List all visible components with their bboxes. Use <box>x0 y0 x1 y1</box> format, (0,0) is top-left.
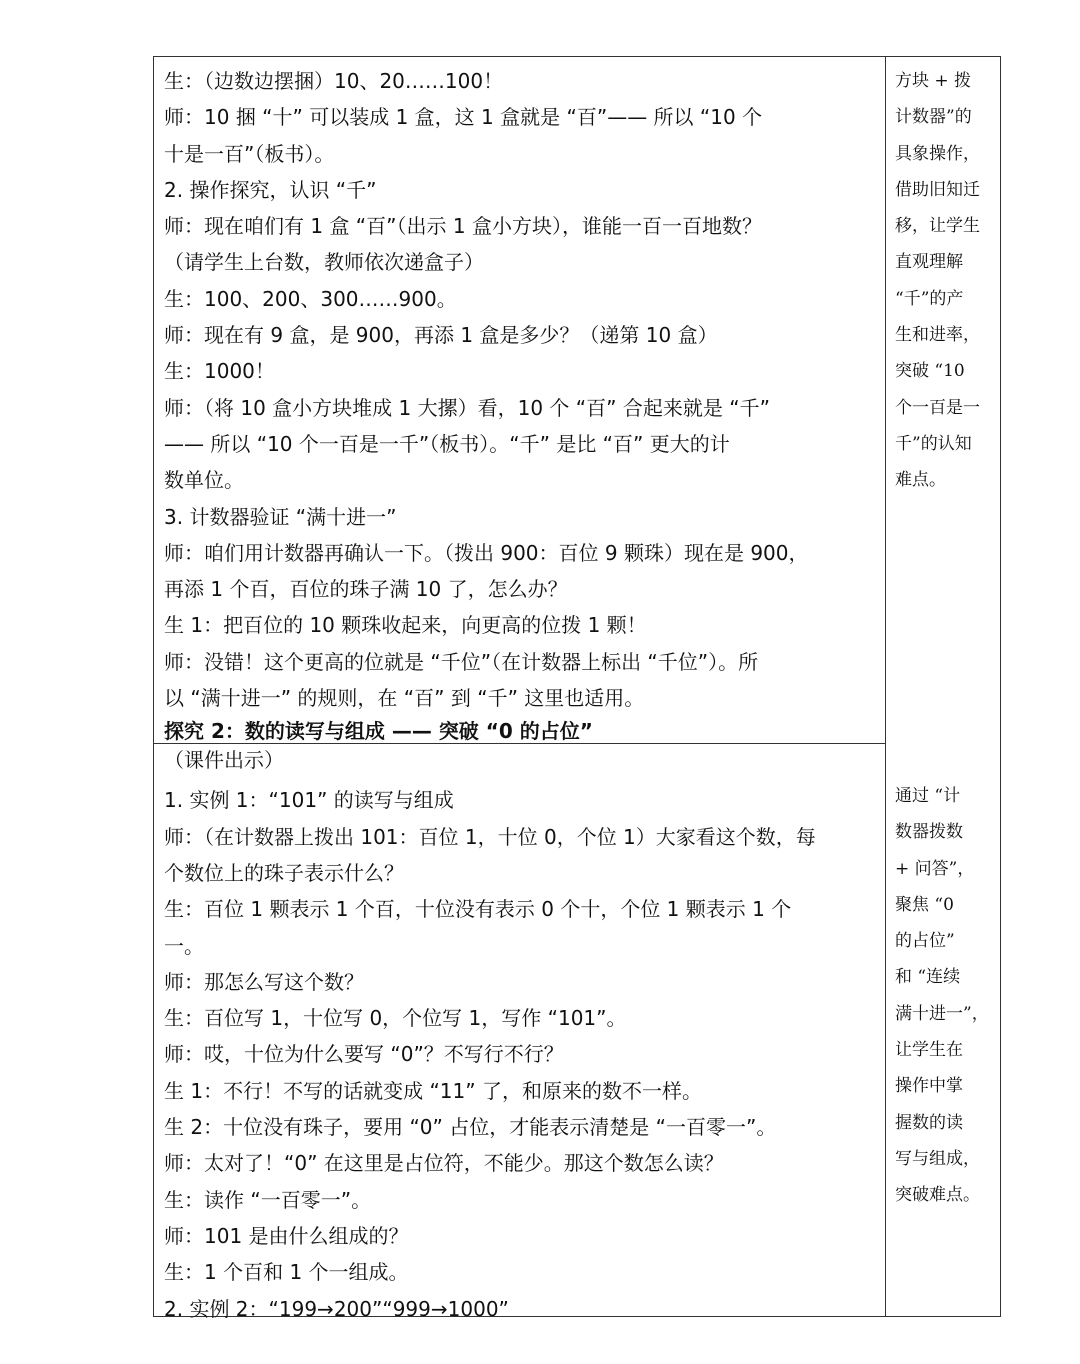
dialogue-line: 生：读作 “一百零一”。 <box>164 1187 372 1212</box>
dialogue-line: 生 1：不行！不写的话就变成 “11” 了，和原来的数不一样。 <box>164 1078 702 1103</box>
note-line: 握数的读 <box>895 1112 963 1133</box>
note-line: 生和进率， <box>895 325 980 346</box>
note-line: 移，让学生 <box>895 216 980 237</box>
note-line: 突破 “10 <box>895 361 965 382</box>
dialogue-line: 师：太对了！“0” 在这里是占位符，不能少。那这个数怎么读？ <box>164 1151 724 1176</box>
step-heading: 2. 实例 2：“199→200”“999→1000” <box>164 1296 509 1321</box>
dialogue-line: 一。 <box>164 933 204 958</box>
dialogue-line: 数单位。 <box>164 468 244 493</box>
dialogue-line: 师：（在计数器上拨出 101：百位 1，十位 0，个位 1）大家看这个数，每 <box>164 824 816 849</box>
note-line: 计数器”的 <box>895 107 972 128</box>
note-line: 个一百是一 <box>895 397 980 418</box>
dialogue-line: 师：101 是由什么组成的？ <box>164 1223 409 1248</box>
note-line: 让学生在 <box>895 1040 963 1061</box>
note-line: 方块 + 拨 <box>895 71 972 91</box>
design-note-1 <box>895 63 995 499</box>
column-divider <box>885 57 886 1316</box>
note-line: 聚焦 “0 <box>895 894 954 915</box>
section-subtitle: （课件出示） <box>164 748 284 773</box>
dialogue-line: 师：现在有 9 盒，是 900，再添 1 盒是多少？（递第 10 盒） <box>164 323 718 348</box>
dialogue-line: 师：哎，十位为什么要写 “0”？不写行不行？ <box>164 1042 564 1067</box>
note-line: 满十进一”， <box>895 1003 989 1024</box>
dialogue-line: 个数位上的珠子表示什么？ <box>164 860 404 885</box>
note-line: 借助旧知迁 <box>895 179 980 200</box>
dialogue-line: 师：现在咱们有 1 盒 “百”（出示 1 盒小方块），谁能一百一百地数？ <box>164 214 762 239</box>
note-line: 千”的认知 <box>895 433 972 454</box>
spacer <box>164 774 880 782</box>
dialogue-line: 十是一百”（板书）。 <box>164 141 335 166</box>
step-heading: 3. 计数器验证 “满十进一” <box>164 504 397 529</box>
note-line: 直观理解 <box>895 252 963 273</box>
dialogue-line: 生：1000！ <box>164 359 275 384</box>
note-line: 难点。 <box>895 470 946 491</box>
section-heading: 探究 2：数的读写与组成 —— 突破 “0 的占位” <box>164 719 593 744</box>
dialogue-line: （请学生上台数，教师依次递盒子） <box>164 250 484 275</box>
dialogue-line: 生 1：把百位的 10 颗珠收起来，向更高的位拨 1 颗！ <box>164 613 647 638</box>
step-heading: 1. 实例 1：“101” 的读写与组成 <box>164 788 454 813</box>
note-line: “千”的产 <box>895 288 964 309</box>
lesson-table <box>153 56 1001 1321</box>
dialogue-line: 以 “满十进一” 的规则，在 “百” 到 “千” 这里也适用。 <box>164 686 645 711</box>
note-line: 写与组成， <box>895 1148 980 1169</box>
note-line: + 问答”， <box>895 858 975 879</box>
note-line: 和 “连续 <box>895 967 961 988</box>
dialogue-line: 师：那怎么写这个数？ <box>164 969 364 994</box>
dialogue-line: 再添 1 个百，百位的珠子满 10 了，怎么办？ <box>164 577 568 602</box>
dialogue-line: 生：百位写 1，十位写 0，个位写 1，写作 “101”。 <box>164 1006 627 1031</box>
note-line: 数器拨数 <box>895 822 963 843</box>
dialogue-line: —— 所以 “10 个一百是一千”（板书）。“千” 是比 “百” 更大的计 <box>164 431 730 456</box>
dialogue-line: 师：咱们用计数器再确认一下。（拨出 900：百位 9 颗珠）现在是 900， <box>164 540 809 565</box>
dialogue-line: 生：100、200、300……900。 <box>164 286 457 311</box>
dialogue-line: 生：1 个百和 1 个一组成。 <box>164 1260 409 1285</box>
dialogue-line: 生：百位 1 颗表示 1 个百，十位没有表示 0 个十，个位 1 颗表示 1 个 <box>164 897 792 922</box>
note-line: 突破难点。 <box>895 1185 980 1206</box>
dialogue-line: 师：没错！这个更高的位就是 “千位”（在计数器上标出 “千位”）。所 <box>164 649 759 674</box>
dialogue-line: 生 2：十位没有珠子，要用 “0” 占位，才能表示清楚是 “一百零一”。 <box>164 1115 777 1140</box>
note-line: 操作中掌 <box>895 1076 963 1097</box>
note-line: 的占位” <box>895 931 955 952</box>
lesson-content <box>164 63 880 1327</box>
note-line: 通过 “计 <box>895 786 961 806</box>
dialogue-line: 师：10 捆 “十” 可以装成 1 盒，这 1 盒就是 “百”—— 所以 “10 个 <box>164 105 763 130</box>
note-line: 具象操作， <box>895 143 980 164</box>
step-heading: 2. 操作探究，认识 “千” <box>164 177 377 202</box>
dialogue-line: 师：（将 10 盒小方块堆成 1 大摞）看，10 个 “百” 合起来就是 “千” <box>164 395 770 420</box>
dialogue-line: 生：（边数边摆捆）10、20……100！ <box>164 69 504 93</box>
design-note-2 <box>895 778 995 1214</box>
